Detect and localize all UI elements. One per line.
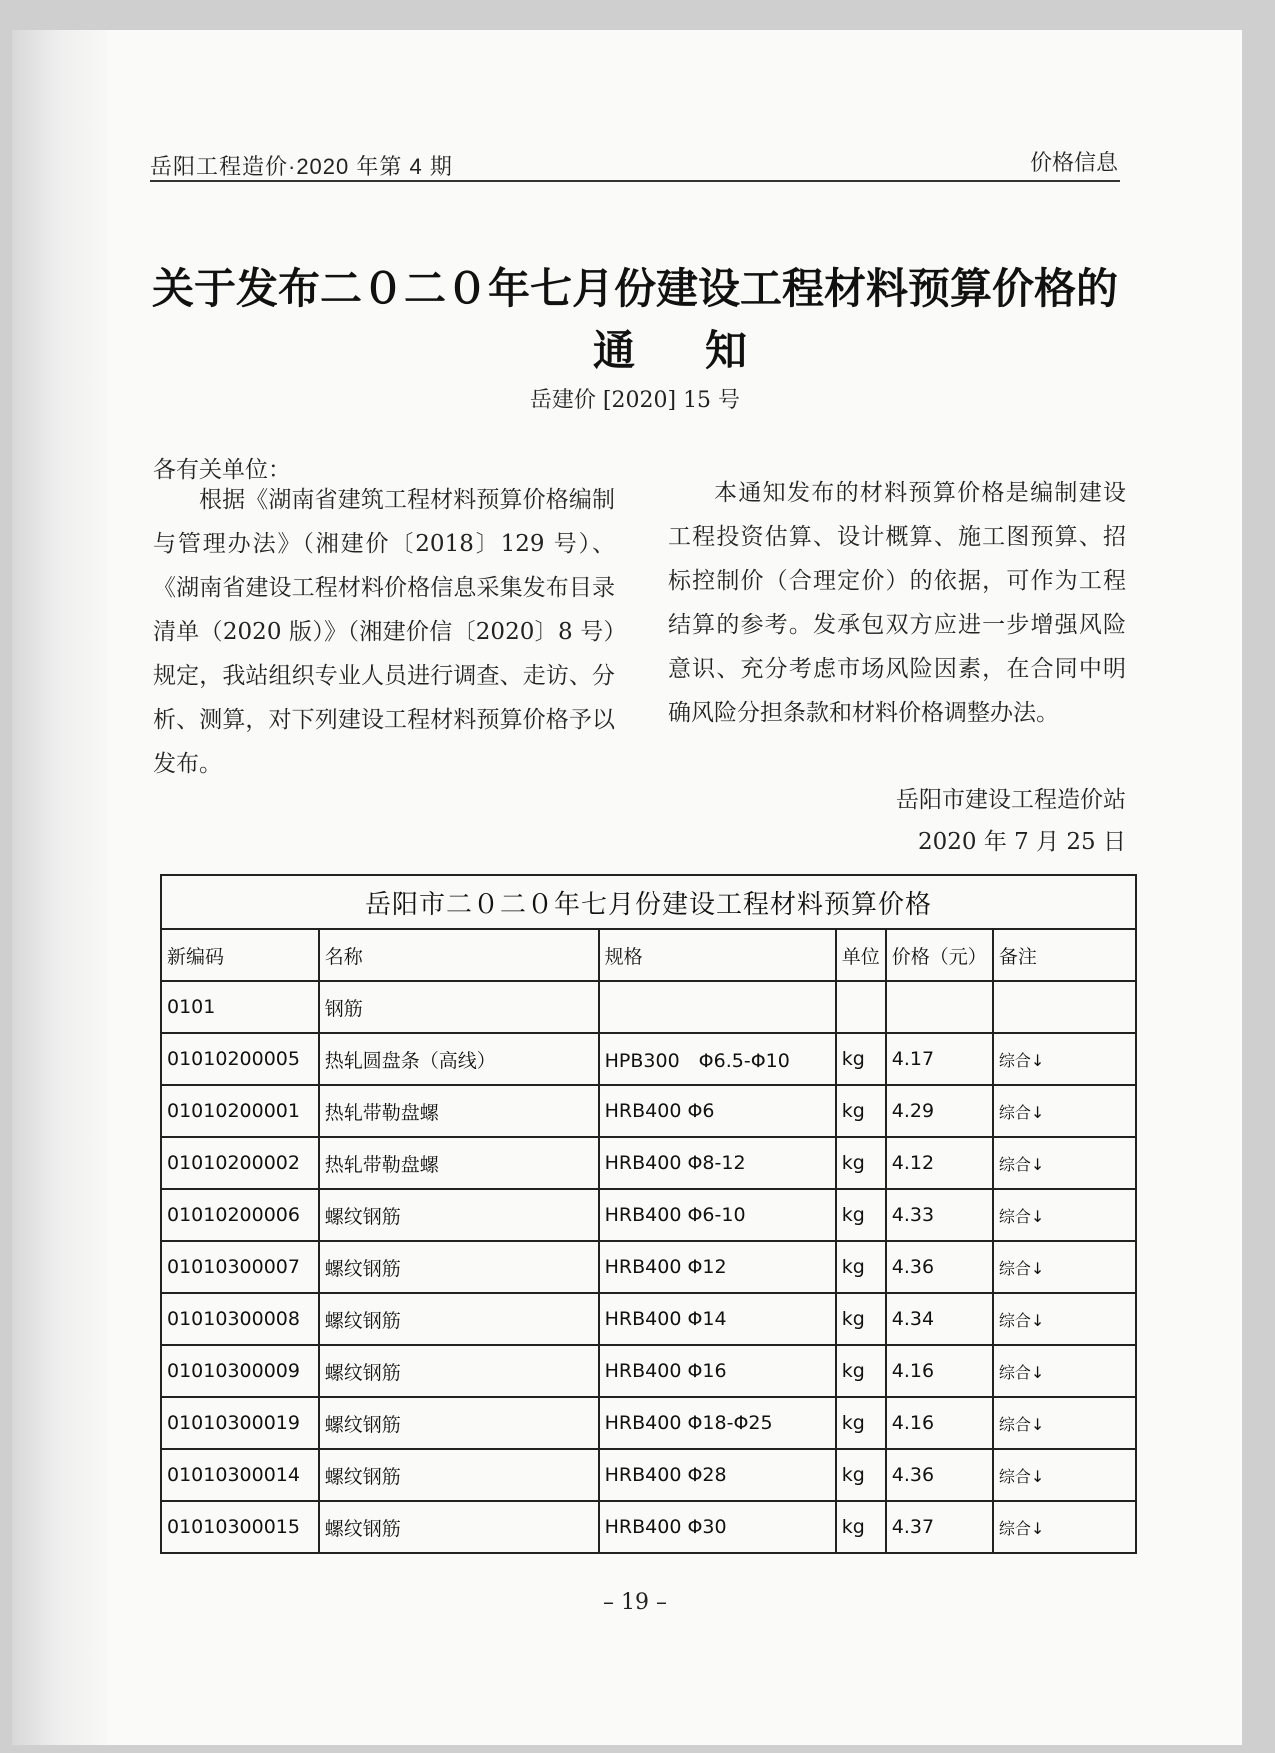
cell-note: 综合↓ [993,1397,1136,1449]
notice-title-line1: 关于发布二０二０年七月份建设工程材料预算价格的 [151,264,1118,313]
cell-note: 综合↓ [993,1449,1136,1501]
header-spec: 规格 [599,929,836,981]
cell-spec: HRB400 Φ12 [599,1241,836,1293]
cell-name: 热轧圆盘条（高线） [319,1033,599,1085]
section-header: 价格信息 [1030,150,1119,175]
journal-header: 岳阳工程造价·2020 年第 4 期 [150,154,453,179]
cell-code: 01010300009 [161,1345,319,1397]
category-name: 钢筋 [319,981,599,1033]
table-row [161,1137,1136,1189]
cell-code: 01010200001 [161,1085,319,1137]
cell-spec: HRB400 Φ14 [599,1293,836,1345]
cell-unit: kg [836,1033,886,1085]
table-row [161,1293,1136,1345]
table-row [161,1501,1136,1553]
cell-note: 综合↓ [993,1085,1136,1137]
cell-price: 4.16 [886,1397,993,1449]
category-row [161,981,1136,1033]
cell-spec: HRB400 Φ8-12 [599,1137,836,1189]
table-row [161,1345,1136,1397]
cell-unit: kg [836,1137,886,1189]
cell-name: 螺纹钢筋 [319,1189,599,1241]
header-code: 新编码 [161,929,319,981]
cell-unit: kg [836,1449,886,1501]
header-note: 备注 [993,929,1136,981]
cell-note: 综合↓ [993,1189,1136,1241]
cell-unit: kg [836,1501,886,1553]
cell-spec: HPB300 Φ6.5-Φ10 [599,1033,836,1085]
salutation: 各有关单位： [153,457,291,483]
cell-spec: HRB400 Φ18-Φ25 [599,1397,836,1449]
cell-spec: HRB400 Φ28 [599,1449,836,1501]
cell-name: 螺纹钢筋 [319,1501,599,1553]
issue-date: 2020 年 7 月 25 日 [918,829,1126,855]
cell-name: 螺纹钢筋 [319,1397,599,1449]
cell-name: 螺纹钢筋 [319,1241,599,1293]
cell-price: 4.34 [886,1293,993,1345]
cell-price: 4.36 [886,1241,993,1293]
table-header-row [161,929,1136,981]
header-rule [150,180,1120,182]
cell-price: 4.17 [886,1033,993,1085]
cell-name: 螺纹钢筋 [319,1449,599,1501]
header-unit: 单位 [836,929,886,981]
issuer-signature: 岳阳市建设工程造价站 [896,787,1126,813]
cell-code: 01010300008 [161,1293,319,1345]
cell-unit: kg [836,1085,886,1137]
table-row [161,1241,1136,1293]
header-price: 价格（元） [886,929,993,981]
body-paragraph-right: 本通知发布的材料预算价格是编制建设工程投资估算、设计概算、施工图预算、招标控制价（合理定价）的依据，可作为工程结算的参考。发承包双方应进一步增强风险意识、充分考虑市场风险因素，在合同中明确风险分担条款和材料价格调整办法。 [668,480,1126,726]
table-row [161,1189,1136,1241]
cell-code: 01010300019 [161,1397,319,1449]
table-row [161,1449,1136,1501]
table-row [161,1397,1136,1449]
cell-unit: kg [836,1241,886,1293]
cell-spec: HRB400 Φ16 [599,1345,836,1397]
cell-code: 01010200006 [161,1189,319,1241]
cell-name: 螺纹钢筋 [319,1293,599,1345]
price-table [160,874,1137,1554]
cell-unit: kg [836,1189,886,1241]
notice-title-line2: 通知 [592,326,817,375]
cell-name: 热轧带勒盘螺 [319,1085,599,1137]
cell-note: 综合↓ [993,1241,1136,1293]
page-number: – 19 – [603,1590,667,1615]
body-paragraph-left: 根据《湖南省建筑工程材料预算价格编制与管理办法》（湘建价〔2018〕129 号）、《湖南省建设工程材料价格信息采集发布目录清单（2020 版）》（湘建价信〔2020〕8 号）规定，我站组织专业人员进行调查、走访、分析、测算，对下列建设工程材料预算价格予以发布。 [153,487,615,777]
cell-code: 01010200002 [161,1137,319,1189]
cell-name: 热轧带勒盘螺 [319,1137,599,1189]
table-row [161,1085,1136,1137]
table-row [161,1033,1136,1085]
binding-gutter [12,30,107,1745]
cell-note: 综合↓ [993,1501,1136,1553]
cell-price: 4.12 [886,1137,993,1189]
cell-unit: kg [836,1345,886,1397]
cell-price: 4.16 [886,1345,993,1397]
cell-spec: HRB400 Φ30 [599,1501,836,1553]
cell-price: 4.29 [886,1085,993,1137]
cell-spec: HRB400 Φ6-10 [599,1189,836,1241]
cell-note: 综合↓ [993,1293,1136,1345]
cell-price: 4.33 [886,1189,993,1241]
cell-unit: kg [836,1397,886,1449]
cell-name: 螺纹钢筋 [319,1345,599,1397]
header-name: 名称 [319,929,599,981]
cell-code: 01010300014 [161,1449,319,1501]
cell-price: 4.36 [886,1449,993,1501]
document-number: 岳建价 [2020] 15 号 [529,388,741,413]
cell-code: 01010300007 [161,1241,319,1293]
cell-code: 01010200005 [161,1033,319,1085]
category-code: 0101 [161,981,319,1033]
table-caption: 岳阳市二０二０年七月份建设工程材料预算价格 [161,875,1136,929]
cell-spec: HRB400 Φ6 [599,1085,836,1137]
cell-code: 01010300015 [161,1501,319,1553]
cell-note: 综合↓ [993,1033,1136,1085]
cell-unit: kg [836,1293,886,1345]
cell-price: 4.37 [886,1501,993,1553]
cell-note: 综合↓ [993,1345,1136,1397]
cell-note: 综合↓ [993,1137,1136,1189]
